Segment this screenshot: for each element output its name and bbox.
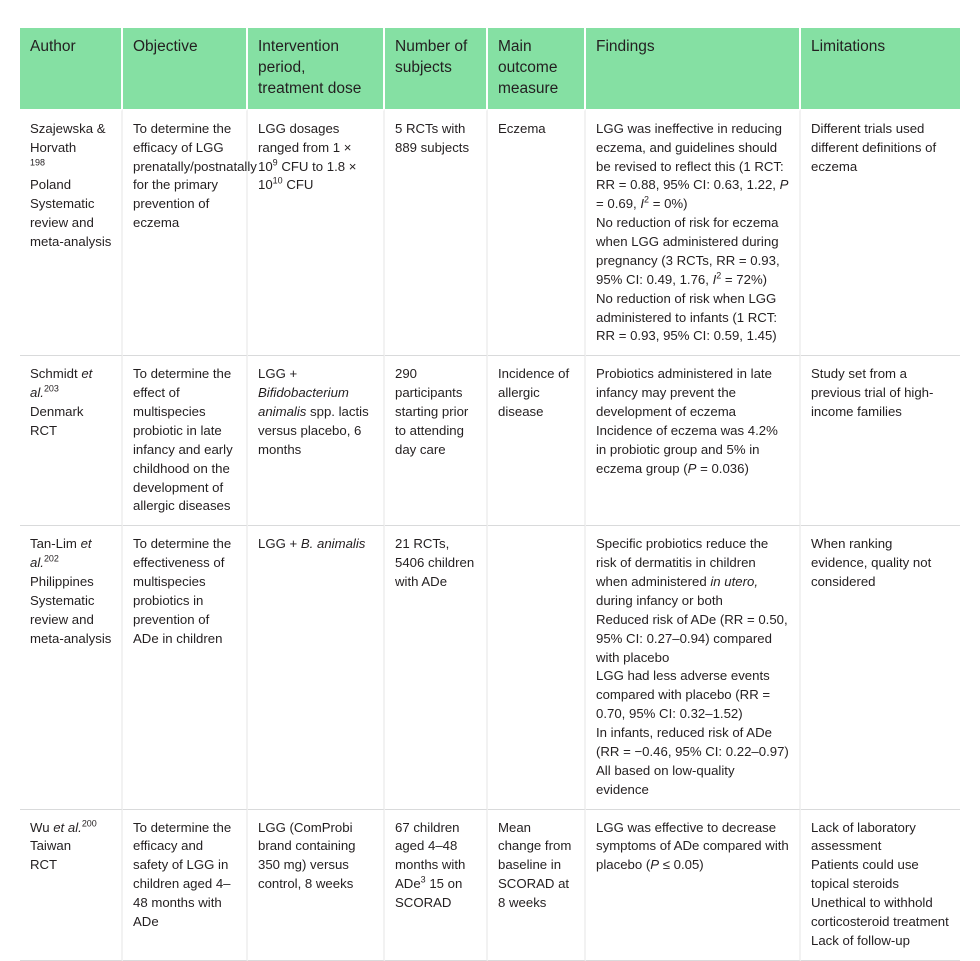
cell-outcome <box>488 525 586 808</box>
author-country: Philippines <box>30 574 94 590</box>
intervention-mid: CFU to 1.8 × 10 <box>258 158 357 193</box>
cell-subjects: 21 RCTs, 5406 children with ADe <box>385 525 488 808</box>
author-country: Taiwan <box>30 838 72 854</box>
intervention-tail: CFU <box>282 177 314 193</box>
subjects-superscript: 3 <box>420 874 426 885</box>
limitation-line: Lack of follow-up <box>811 932 910 948</box>
studies-table <box>20 28 960 961</box>
cell-outcome: Eczema <box>488 109 586 356</box>
organism-name: B. animalis <box>300 536 366 552</box>
cell-findings <box>586 109 801 356</box>
cell-limitations <box>801 809 960 961</box>
cell-limitations <box>801 525 960 808</box>
cell-objective: To determine the efficacy and safety of LGG in children aged 4–48 months with ADe <box>123 809 248 961</box>
cell-subjects <box>385 809 488 961</box>
subjects-lead: 67 children aged 4–48 months with ADe <box>395 819 466 892</box>
intervention-lead: LGG + <box>258 536 301 552</box>
findings-line: In infants, reduced risk of ADe (RR = −0.46, 95% CI: 0.22–0.97) <box>596 725 789 759</box>
column-header-subjects: Number of subjects <box>385 28 488 109</box>
intervention-lead: LGG + <box>258 366 298 382</box>
cell-objective: To determine the efficacy of LGG prenatally/postnatally for the primary prevention of eczema <box>123 109 248 356</box>
author-etal: et al. <box>30 536 92 571</box>
cell-findings <box>586 809 801 961</box>
table-header <box>20 28 960 109</box>
author-name: Szajewska & Horvath <box>30 120 106 155</box>
table-row <box>20 525 960 808</box>
author-etal: et al. <box>30 366 93 401</box>
column-header-outcome: Main outcome measure <box>488 28 586 109</box>
findings-line: Incidence of eczema was 4.2% in probiotic group and 5% in eczema group (P = 0.036) <box>596 422 778 476</box>
author-design: Systematic review and meta-analysis <box>30 592 112 646</box>
cell-intervention <box>248 355 385 525</box>
findings-line: Reduced risk of ADe (RR = 0.50, 95% CI: 0.27–0.94) compared with placebo <box>596 611 788 665</box>
cell-intervention <box>248 109 385 356</box>
findings-line: All based on low-quality evidence <box>596 762 735 797</box>
findings-line: LGG was effective to decrease symptoms of ADe compared with placebo (P ≤ 0.05) <box>596 819 789 873</box>
table-body <box>20 109 960 961</box>
cell-outcome: Incidence of allergic disease <box>488 355 586 525</box>
cell-author <box>20 525 123 808</box>
column-header-objective: Objective <box>123 28 248 109</box>
limitation-line: When ranking evidence, quality not considered <box>811 536 932 590</box>
column-header-intervention: Intervention period, treatment dose <box>248 28 385 109</box>
exponent-2: 10 <box>272 176 283 186</box>
cell-objective: To determine the effectiveness of multispecies probiotics in prevention of ADe in children <box>123 525 248 808</box>
table-row <box>20 355 960 525</box>
cell-intervention: LGG (ComProbi brand containing 350 mg) versus control, 8 weeks <box>248 809 385 961</box>
author-reference: 198 <box>30 157 45 168</box>
cell-limitations <box>801 109 960 356</box>
author-etal: et al. <box>53 819 82 835</box>
column-header-findings: Findings <box>586 28 801 109</box>
limitation-line: Lack of laboratory assessment <box>811 819 916 854</box>
findings-line: Probiotics administered in late infancy may prevent the development of eczema <box>596 366 772 420</box>
table-row <box>20 809 960 961</box>
limitation-line: Patients could use topical steroids <box>811 857 919 892</box>
findings-line: No reduction of risk when LGG administered to infants (1 RCT: RR = 0.93, 95% CI: 0.59, 1.45) <box>596 290 778 344</box>
author-country: Denmark <box>30 404 84 420</box>
findings-line: LGG had less adverse events compared with placebo (RR = 0.70, 95% CI: 0.32–1.52) <box>596 668 771 722</box>
limitation-line: Study set from a previous trial of high-income families <box>811 366 934 420</box>
findings-line: Specific probiotics reduce the risk of dermatitis in children when administered in utero, during infancy or both <box>596 536 769 608</box>
column-header-author: Author <box>20 28 123 109</box>
cell-findings <box>586 525 801 808</box>
author-reference: 202 <box>43 553 59 564</box>
column-header-limitations: Limitations <box>801 28 960 109</box>
organism-name: Bifidobacterium animalis <box>258 385 349 420</box>
cell-author <box>20 809 123 961</box>
author-reference: 203 <box>43 383 59 394</box>
table-row <box>20 109 960 356</box>
exponent-1: 9 <box>272 157 278 168</box>
intervention-lead: LGG dosages ranged from 1 × 10 <box>258 120 352 174</box>
subjects-tail: 15 on SCORAD <box>395 876 463 911</box>
limitation-line: Different trials used different definitions of eczema <box>811 120 937 174</box>
cell-limitations <box>801 355 960 525</box>
findings-line: No reduction of risk for eczema when LGG administered during pregnancy (3 RCTs, RR = 0.93, 95% CI: 0.49, 1.76, $I^2 = 72\%$) <box>596 215 780 287</box>
author-name: Wu <box>30 819 50 835</box>
limitation-line: Unethical to withhold corticosteroid treatment <box>811 895 949 929</box>
header-row <box>20 28 960 109</box>
cell-author <box>20 109 123 356</box>
author-design: RCT <box>30 857 58 873</box>
findings-line: LGG was ineffective in reducing eczema, and guidelines should be revised to reflect this (1 RCT: RR = 0.88, 95% CI: 0.63, 1.22, P = 0.69, $I^2 = 0\%$) <box>596 120 789 212</box>
cell-subjects: 5 RCTs with 889 subjects <box>385 109 488 356</box>
cell-intervention <box>248 525 385 808</box>
author-name: Schmidt <box>30 366 78 382</box>
cell-findings <box>586 355 801 525</box>
cell-outcome: Mean change from baseline in SCORAD at 8 weeks <box>488 809 586 961</box>
cell-objective: To determine the effect of multispecies probiotic in late infancy and early childhood on the development of allergic diseases <box>123 355 248 525</box>
author-country: Poland <box>30 177 72 193</box>
author-reference: 200 <box>81 818 97 829</box>
cell-author <box>20 355 123 525</box>
intervention-tail: spp. lactis versus placebo, 6 months <box>258 404 369 457</box>
author-name: Tan-Lim <box>30 536 77 552</box>
cell-subjects: 290 participants starting prior to attending day care <box>385 355 488 525</box>
author-design: RCT <box>30 422 58 438</box>
author-design: Systematic review and meta-analysis <box>30 196 112 250</box>
